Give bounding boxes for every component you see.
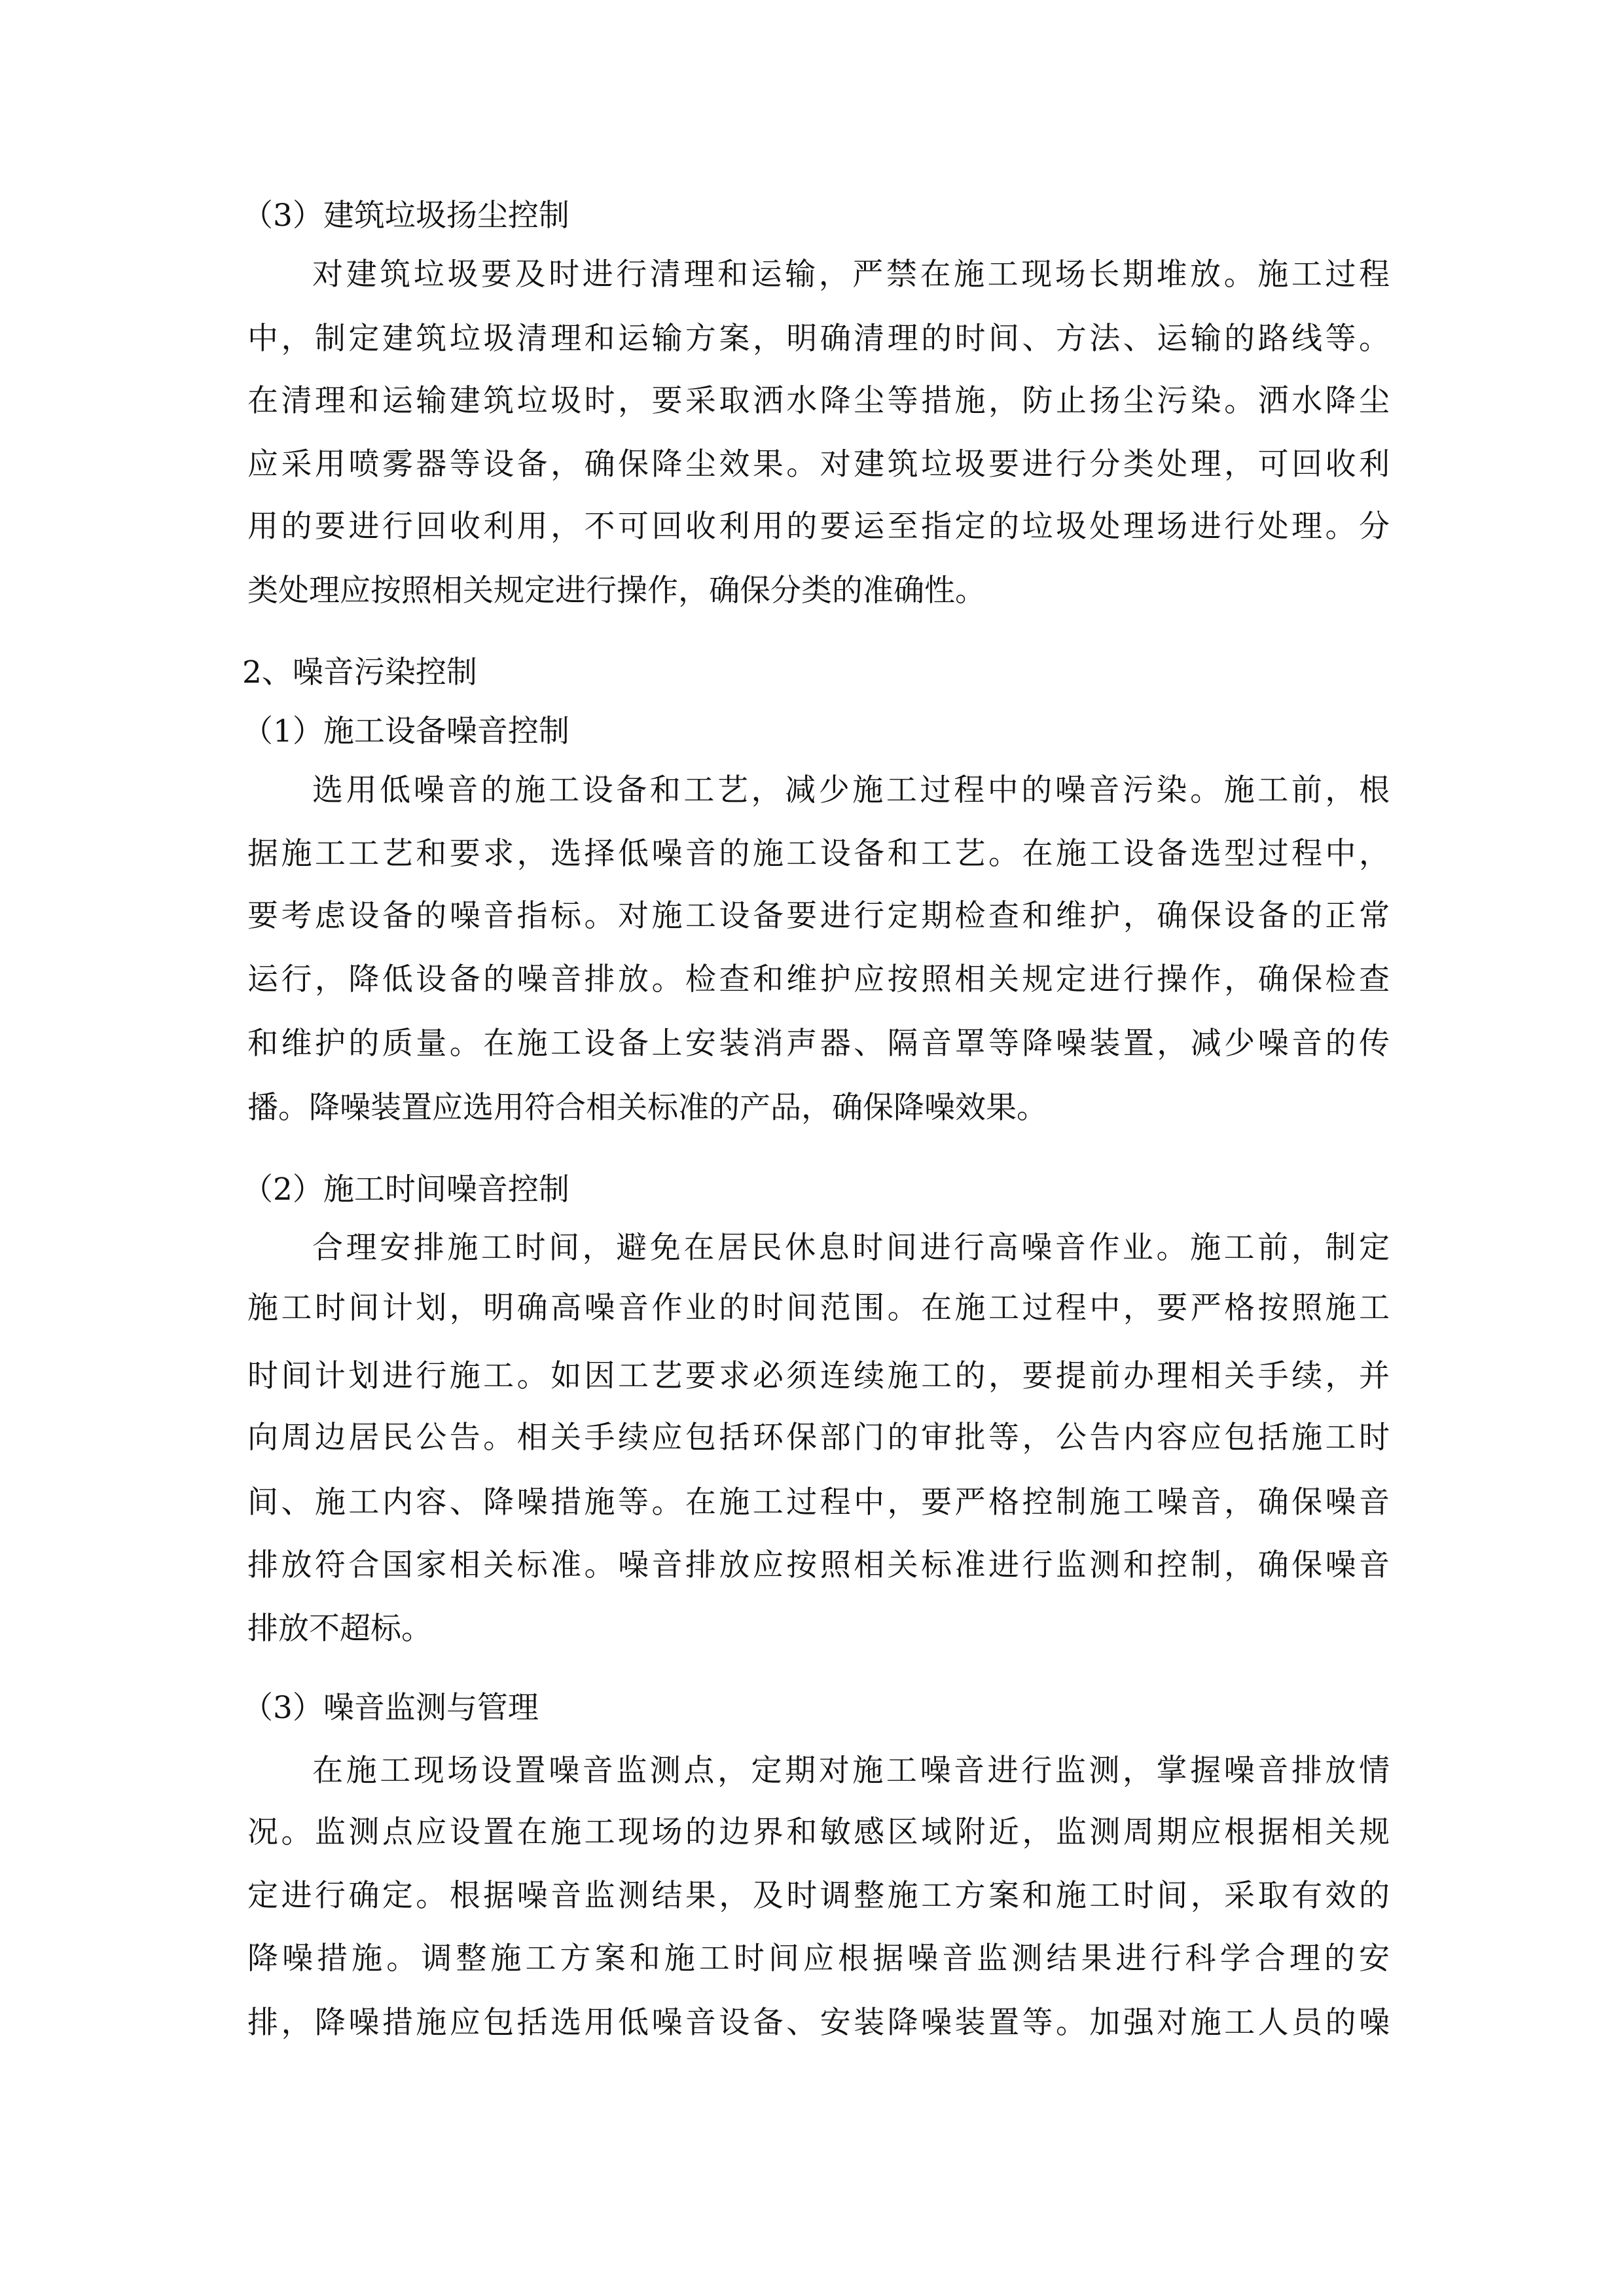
paragraph-line: 播。降噪装置应选用符合相关标准的产品，确保降噪效果。 [247,1090,1047,1126]
paragraph-line: 用的要进行回收利用，不可回收利用的要运至指定的垃圾处理场进行处理。分 [247,509,1390,545]
paragraph-line: 选用低噪音的施工设备和工艺，减少施工过程中的噪音污染。施工前，根 [312,772,1390,808]
paragraph-line: 间、施工内容、降噪措施等。在施工过程中，要严格控制施工噪音，确保噪音 [247,1484,1390,1520]
section-heading: （3）噪音监测与管理 [242,1690,539,1726]
paragraph-line: 据施工工艺和要求，选择低噪音的施工设备和工艺。在施工设备选型过程中， [247,836,1390,872]
section-heading: （1）施工设备噪音控制 [242,713,569,749]
paragraph-line: 定进行确定。根据噪音监测结果，及时调整施工方案和施工时间，采取有效的 [247,1878,1390,1914]
paragraph-line: 排放不超标。 [247,1611,432,1647]
section-heading: （3）建筑垃圾扬尘控制 [242,198,569,234]
section-heading: （2）施工时间噪音控制 [242,1172,569,1208]
paragraph-line: 类处理应按照相关规定进行操作，确保分类的准确性。 [247,573,986,609]
paragraph-line: 要考虑设备的噪音指标。对施工设备要进行定期检查和维护，确保设备的正常 [247,898,1390,934]
paragraph-line: 运行，降低设备的噪音排放。检查和维护应按照相关规定进行操作，确保检查 [247,961,1390,997]
paragraph-line: 合理安排施工时间，避免在居民休息时间进行高噪音作业。施工前，制定 [312,1230,1390,1266]
paragraph-line: 对建筑垃圾要及时进行清理和运输，严禁在施工现场长期堆放。施工过程 [312,257,1390,293]
paragraph-line: 中，制定建筑垃圾清理和运输方案，明确清理的时间、方法、运输的路线等。 [247,321,1390,357]
paragraph-line: 和维护的质量。在施工设备上安装消声器、隔音罩等降噪装置，减少噪音的传 [247,1026,1390,1062]
paragraph-line: 排放符合国家相关标准。噪音排放应按照相关标准进行监测和控制，确保噪音 [247,1547,1390,1583]
paragraph-line: 施工时间计划，明确高噪音作业的时间范围。在施工过程中，要严格按照施工 [247,1290,1390,1326]
paragraph-line: 应采用喷雾器等设备，确保降尘效果。对建筑垃圾要进行分类处理，可回收利 [247,446,1390,482]
paragraph-line: 排，降噪措施应包括选用低噪音设备、安装降噪装置等。加强对施工人员的噪 [247,2005,1390,2041]
paragraph-line: 时间计划进行施工。如因工艺要求必须连续施工的，要提前办理相关手续，并 [247,1358,1390,1394]
paragraph-line: 在施工现场设置噪音监测点，定期对施工噪音进行监测，掌握噪音排放情 [312,1753,1390,1789]
paragraph-line: 况。监测点应设置在施工现场的边界和敏感区域附近，监测周期应根据相关规 [247,1814,1390,1850]
paragraph-line: 向周边居民公告。相关手续应包括环保部门的审批等，公告内容应包括施工时 [247,1420,1390,1456]
section-heading: 2、噪音污染控制 [242,655,477,691]
paragraph-line: 降噪措施。调整施工方案和施工时间应根据噪音监测结果进行科学合理的安 [247,1941,1390,1977]
paragraph-line: 在清理和运输建筑垃圾时，要采取洒水降尘等措施，防止扬尘污染。洒水降尘 [247,383,1390,419]
